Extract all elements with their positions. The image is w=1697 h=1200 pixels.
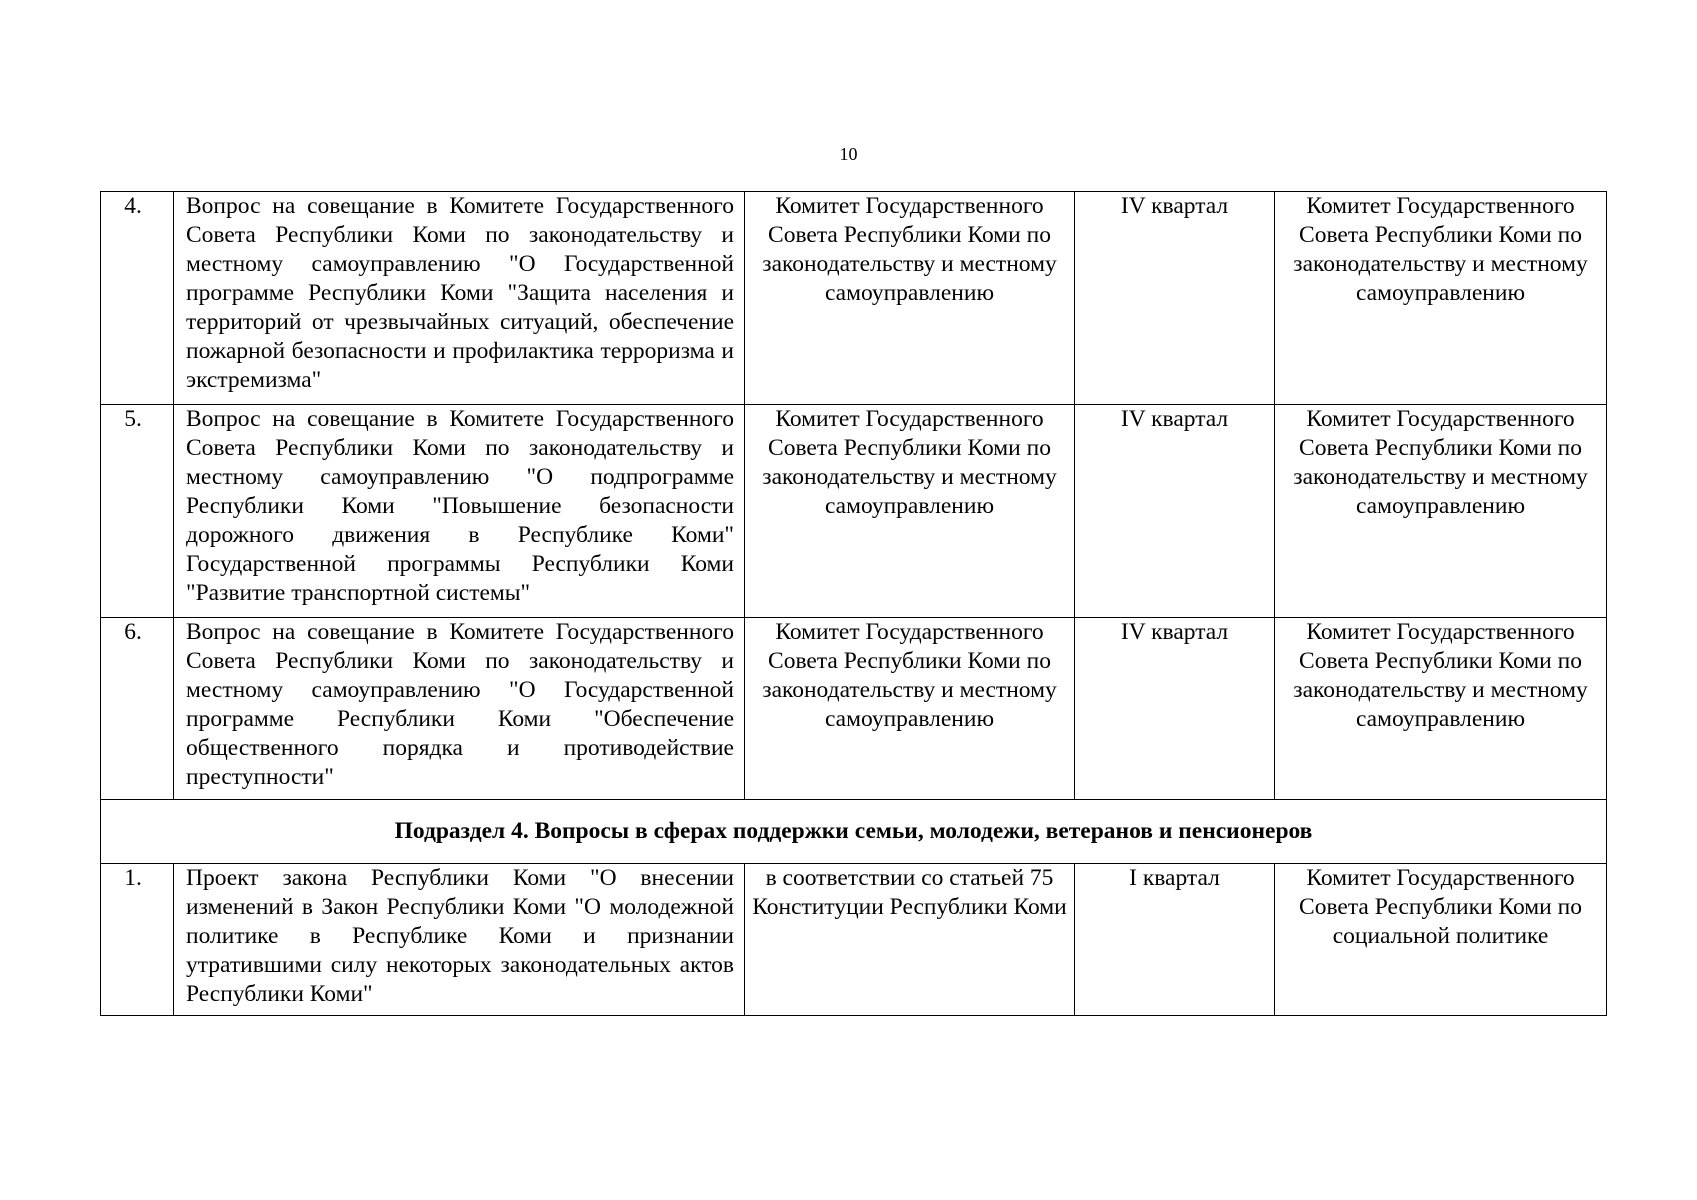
item-responsible: Комитет Государственного Совета Республики Коми по законодательству и местному самоуправлению — [1275, 618, 1607, 800]
table-row — [101, 192, 1607, 405]
item-responsible: Комитет Государственного Совета Республики Коми по социальной политике — [1275, 864, 1607, 1016]
item-basis: Комитет Государственного Совета Республики Коми по законодательству и местному самоуправлению — [745, 192, 1075, 405]
item-basis: Комитет Государственного Совета Республики Коми по законодательству и местному самоуправлению — [745, 405, 1075, 618]
item-term: IV квартал — [1075, 618, 1275, 800]
page-number: 10 — [839, 144, 858, 164]
table-row — [101, 618, 1607, 800]
row-number: 4. — [101, 192, 174, 405]
item-basis: Комитет Государственного Совета Республики Коми по законодательству и местному самоуправлению — [745, 618, 1075, 800]
item-term: IV квартал — [1075, 192, 1275, 405]
item-term: IV квартал — [1075, 405, 1275, 618]
table-row — [101, 864, 1607, 1016]
subsection-header-row — [101, 800, 1607, 864]
row-number: 1. — [101, 864, 174, 1016]
plan-table — [100, 191, 1607, 1016]
table-row — [101, 405, 1607, 618]
item-description: Вопрос на совещание в Комитете Государственного Совета Республики Коми по законодательству и местному самоуправлению "О Государственной программе Республики Коми "Обеспечение общественного порядка и противодействие преступности" — [174, 618, 745, 800]
row-number: 5. — [101, 405, 174, 618]
item-responsible: Комитет Государственного Совета Республики Коми по законодательству и местному самоуправлению — [1275, 405, 1607, 618]
item-responsible: Комитет Государственного Совета Республики Коми по законодательству и местному самоуправлению — [1275, 192, 1607, 405]
item-description: Проект закона Республики Коми "О внесении изменений в Закон Республики Коми "О молодежной политике в Республике Коми и признании утратившими силу некоторых законодательных актов Республики Коми" — [174, 864, 745, 1016]
item-term: I квартал — [1075, 864, 1275, 1016]
subsection-title: Подраздел 4. Вопросы в сферах поддержки семьи, молодежи, ветеранов и пенсионеров — [101, 800, 1607, 864]
item-description: Вопрос на совещание в Комитете Государственного Совета Республики Коми по законодательству и местному самоуправлению "О Государственной программе Республики Коми "Защита населения и территорий от чрезвычайных ситуаций, обеспечение пожарной безопасности и профилактика терроризма и экстремизма" — [174, 192, 745, 405]
row-number: 6. — [101, 618, 174, 800]
item-description: Вопрос на совещание в Комитете Государственного Совета Республики Коми по законодательству и местному самоуправлению "О подпрограмме Республики Коми "Повышение безопасности дорожного движения в Республике Коми" Государственной программы Республики Коми "Развитие транспортной системы" — [174, 405, 745, 618]
item-basis: в соответствии со статьей 75 Конституции Республики Коми — [745, 864, 1075, 1016]
